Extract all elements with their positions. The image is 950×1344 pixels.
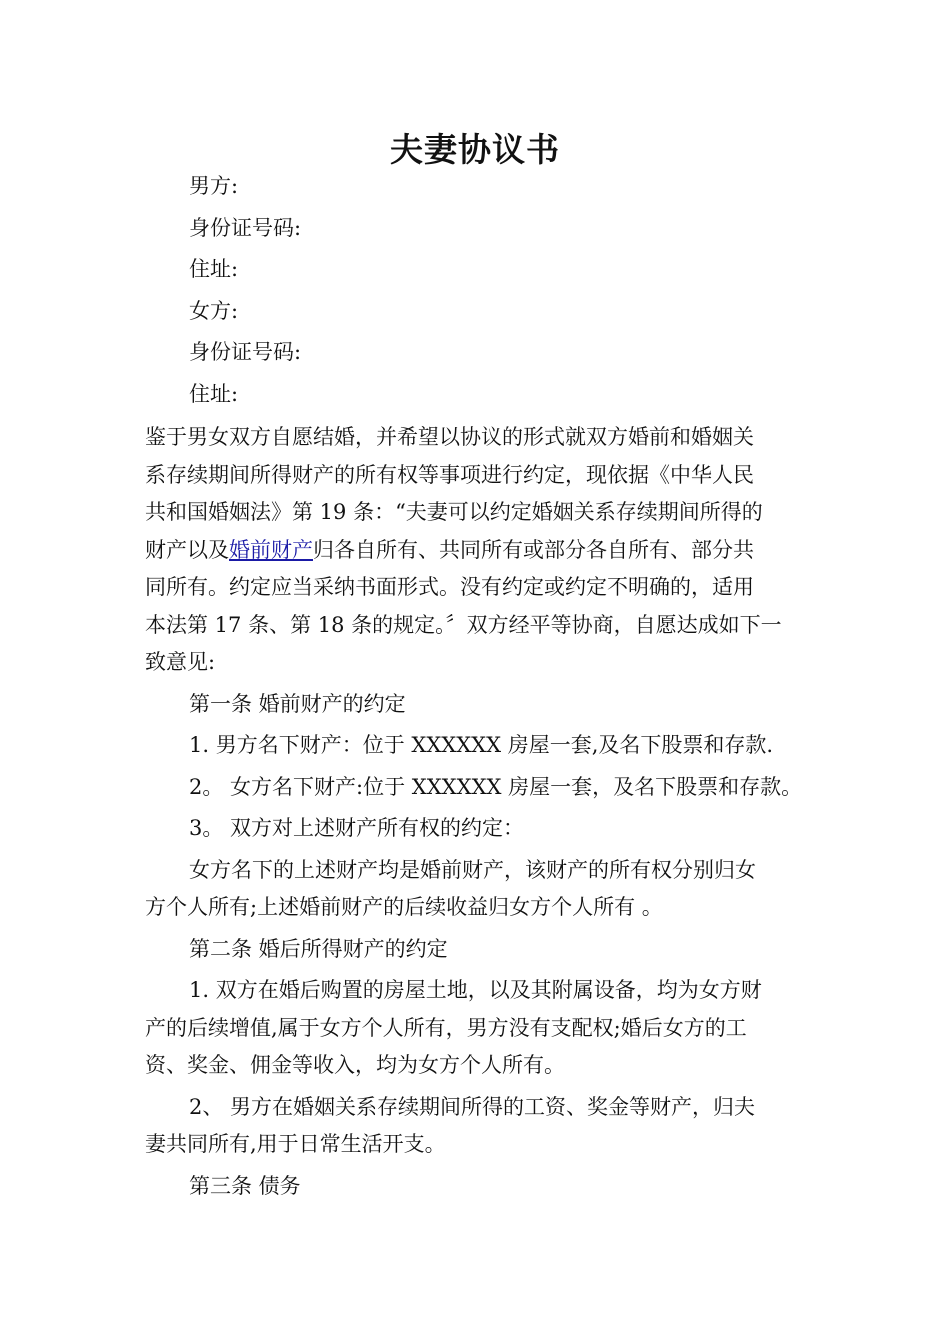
female-address-field: 住址:	[189, 381, 239, 406]
article2-item2-line: 2、 男方在婚姻关系存续期间所得的工资、奖金等财产，归夫	[189, 1094, 756, 1119]
article1-item1: 1. 男方名下财产：位于 XXXXXX 房屋一套,及名下股票和存款.	[189, 733, 774, 757]
preamble-line: 同所有。约定应当采纳书面形式。没有约定或约定不明确的，适用	[145, 575, 754, 599]
article1-note	[145, 852, 815, 927]
preamble-line: 致意见:	[145, 650, 216, 674]
article1-item3: 3。 双方对上述财产所有权的约定：	[189, 816, 525, 840]
preamble-text: 财产以及	[145, 537, 229, 562]
article1-item2: 2。 女方名下财产:位于 XXXXXX 房屋一套，及名下股票和存款。	[189, 774, 803, 799]
article1-note-line: 女方名下的上述财产均是婚前财产，该财产的所有权分别归女	[189, 857, 756, 882]
male-field: 男方:	[189, 174, 239, 198]
article2-item1-line: 资、奖金、佣金等收入，均为女方个人所有。	[145, 1053, 565, 1077]
preamble-line: 鉴于男女双方自愿结婚，并希望以协议的形式就双方婚前和婚姻关	[145, 425, 754, 449]
document-title: 夫妻协议书	[390, 130, 560, 169]
document-body	[145, 168, 815, 1205]
preamble-line: 系存续期间所得财产的所有权等事项进行约定，现依据《中华人民	[145, 462, 754, 487]
preamble-line	[145, 532, 815, 570]
preamble-line: 共和国婚姻法》第 19 条：“夫妻可以约定婚姻关系存续期间所得的	[145, 500, 763, 524]
article2-item1	[145, 972, 815, 1085]
article2-item2-line: 妻共同所有,用于日常生活开支。	[145, 1132, 446, 1156]
premarital-property-link[interactable]: 婚前财产	[229, 537, 313, 562]
article2-item2	[145, 1089, 815, 1164]
article2-item1-line: 1. 双方在婚后购置的房屋土地，以及其附属设备，均为女方财	[189, 978, 762, 1002]
article2-heading: 第二条 婚后所得财产的约定	[189, 936, 448, 961]
male-address-field: 住址:	[189, 257, 239, 281]
article1-note-line: 方个人所有;上述婚前财产的后续收益归女方个人所有 。	[145, 895, 663, 919]
male-id-field: 身份证号码:	[189, 215, 302, 240]
preamble-line: 本法第 17 条、第 18 条的规定。〞双方经平等协商，自愿达成如下一	[145, 612, 782, 637]
article1-heading: 第一条 婚前财产的约定	[189, 691, 406, 716]
preamble-paragraph	[145, 419, 815, 682]
article3-heading: 第三条 债务	[189, 1173, 301, 1198]
female-field: 女方:	[189, 298, 239, 323]
preamble-text: 归各自所有、共同所有或部分各自所有、部分共	[313, 537, 754, 562]
female-id-field: 身份证号码:	[189, 340, 302, 364]
article2-item1-line: 产的后续增值,属于女方个人所有，男方没有支配权;婚后女方的工	[145, 1015, 747, 1040]
